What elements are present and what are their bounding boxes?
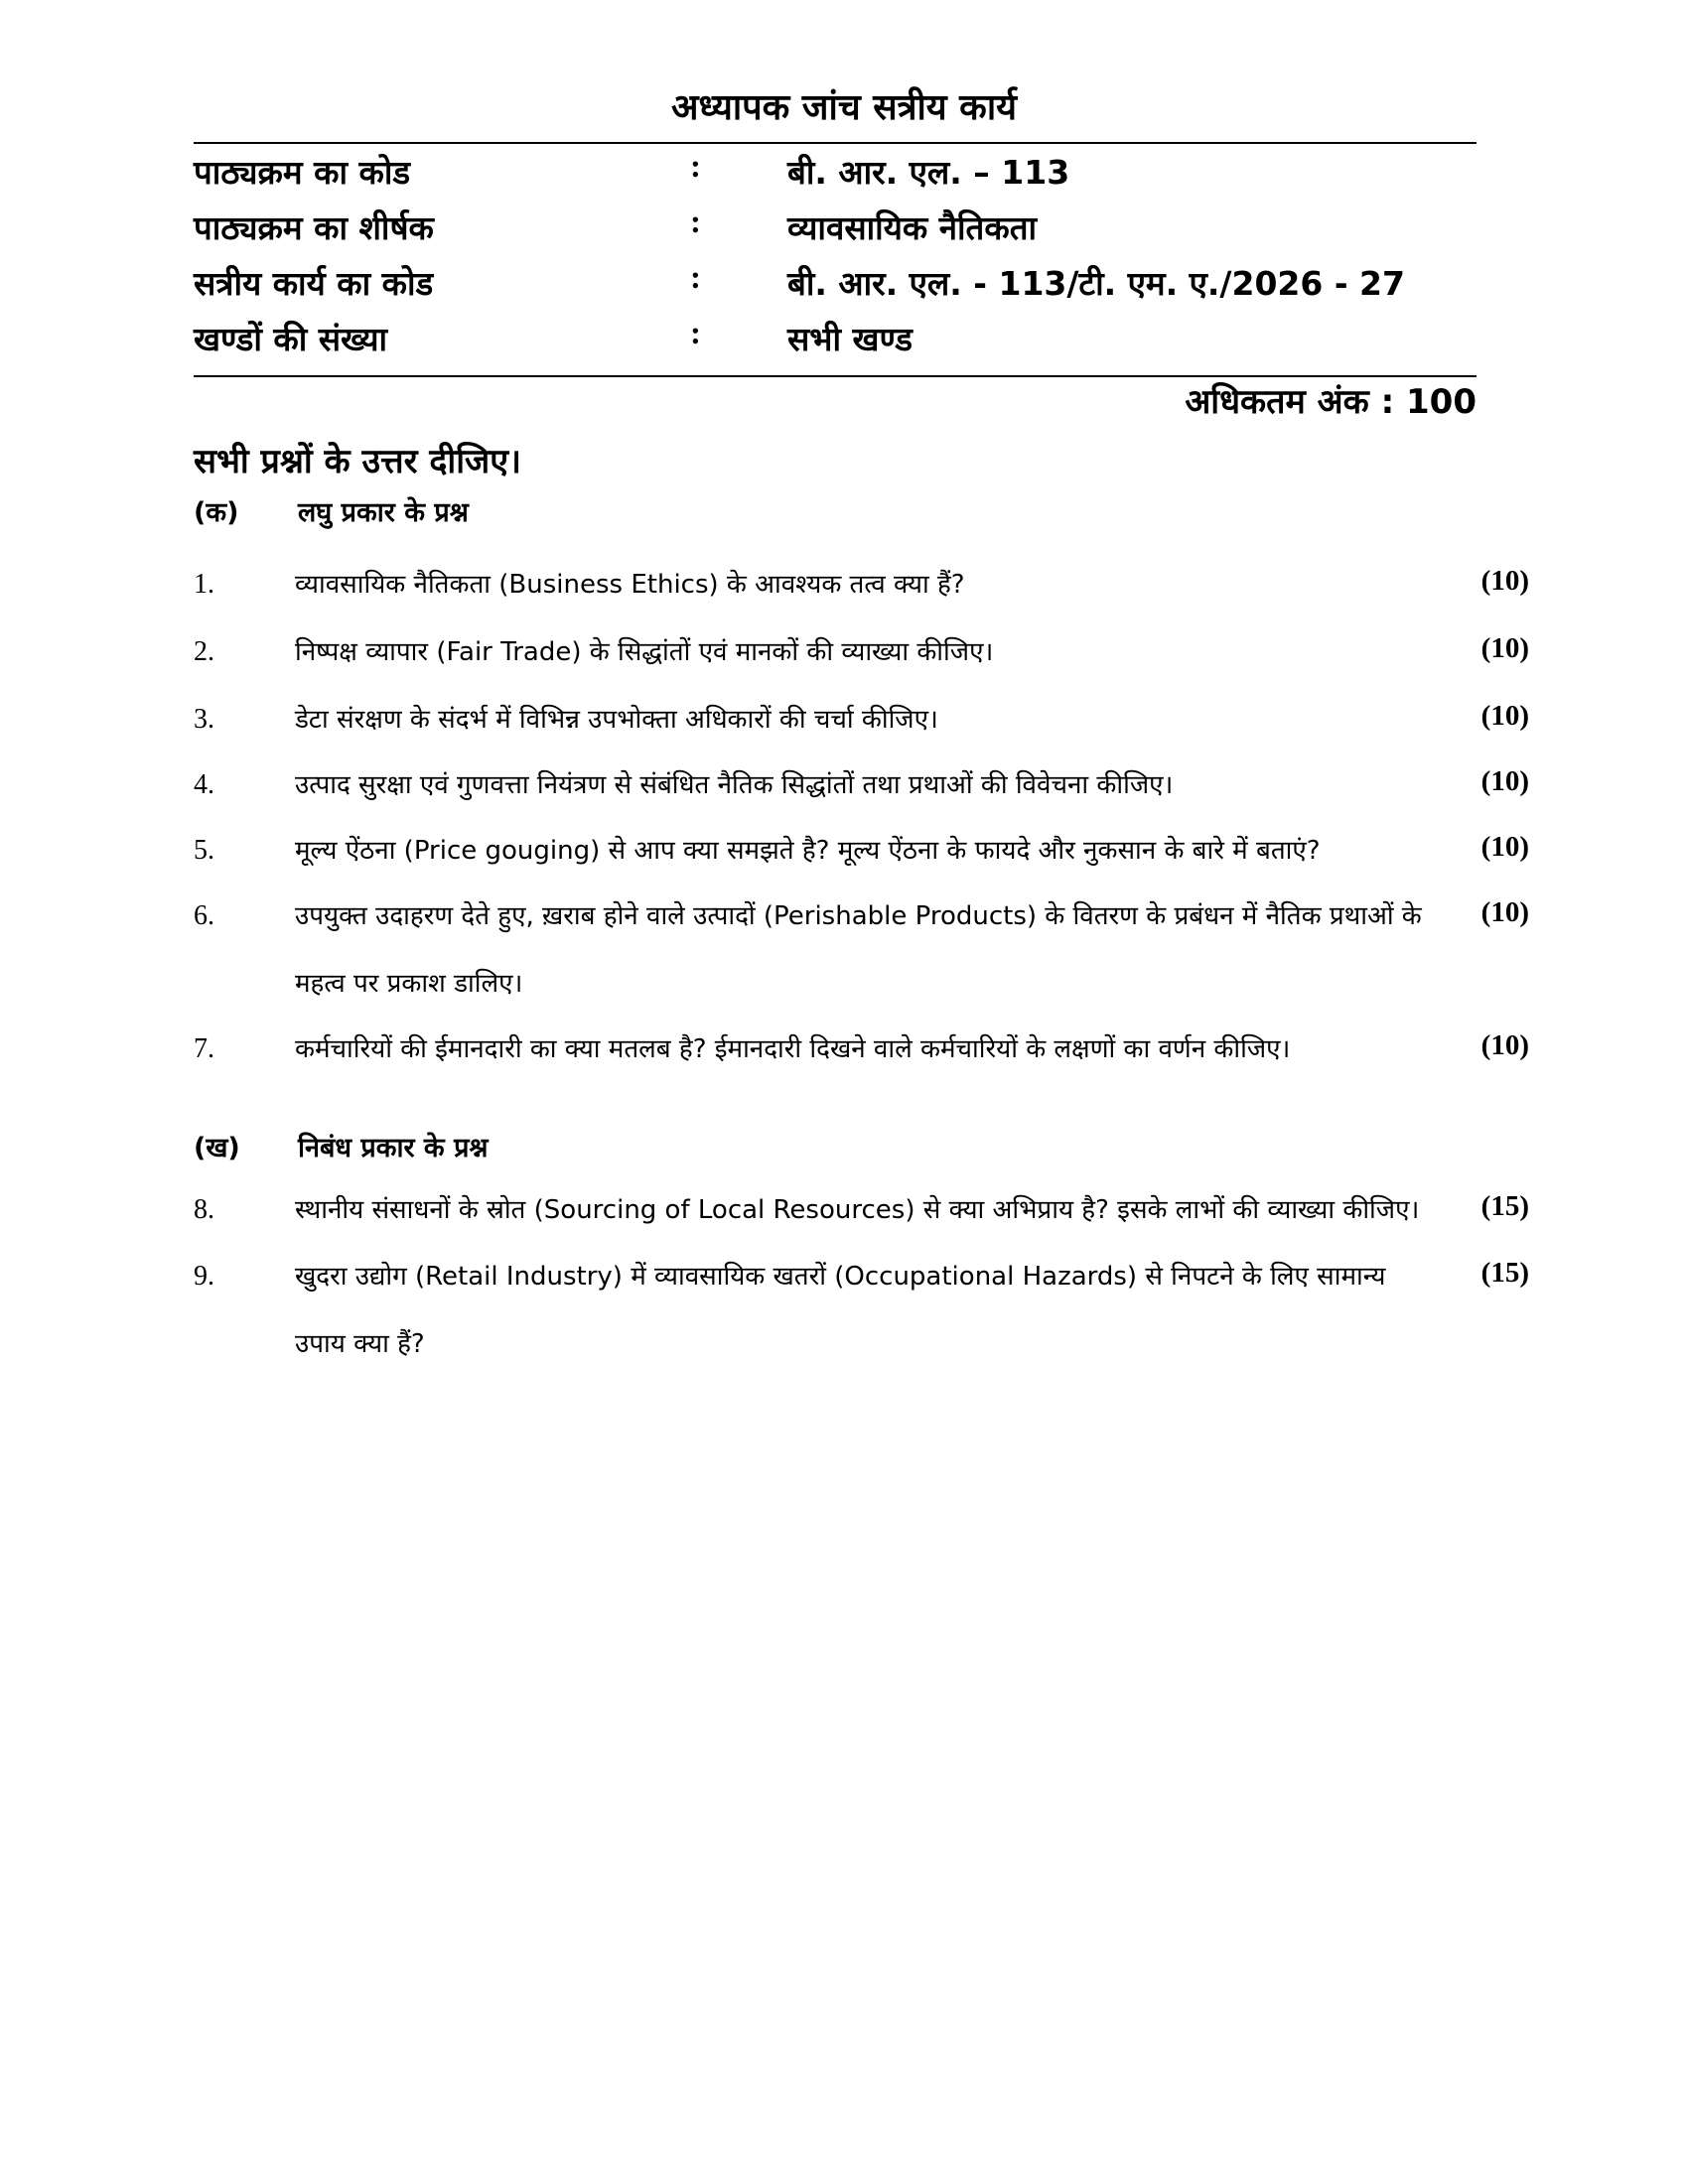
question-text: स्थानीय संसाधनों के स्रोत (Sourcing of Local Resources) से क्या अभिप्राय है? इसके लाभों की व्याख्या कीजिए। — [295, 1195, 1420, 1225]
question-number: 7. — [194, 1033, 214, 1064]
meta-row-blocks — [194, 316, 1484, 371]
question-text: डेटा संरक्षण के संदर्भ में विभिन्न उपभोक्ता अधिकारों की चर्चा कीजिए। — [295, 705, 938, 735]
question-text: कर्मचारियों की ईमानदारी का क्या मतलब है? ईमानदारी दिखने वाले कर्मचारियों के लक्षणों का वर्णन कीजिए। — [295, 1034, 1291, 1064]
question-text: खुदरा उद्योग (Retail Industry) में व्यावसायिक खतरों (Occupational Hazards) से निपटने के लिए सामान्य उपाय क्या हैं? — [295, 1262, 1386, 1359]
question-marks: (15) — [1480, 1257, 1529, 1289]
meta-row-course-code — [194, 149, 1484, 205]
meta-colon: : — [690, 149, 701, 185]
question-text: उत्पाद सुरक्षा एवं गुणवत्ता नियंत्रण से संबंधित नैतिक सिद्धांतों तथा प्रथाओं की विवेचना कीजिए। — [295, 770, 1174, 800]
meta-label: पाठ्यक्रम का शीर्षक — [194, 208, 434, 247]
question-number: 1. — [194, 569, 214, 600]
meta-label: खण्डों की संख्या — [194, 320, 388, 358]
question-marks: (10) — [1480, 831, 1529, 863]
meta-row-course-title — [194, 205, 1484, 260]
question-marks: (10) — [1480, 632, 1529, 664]
question-marks: (10) — [1480, 765, 1529, 797]
question-marks: (15) — [1480, 1190, 1529, 1222]
question-number: 2. — [194, 636, 214, 667]
question-number: 4. — [194, 769, 214, 800]
question-number: 9. — [194, 1261, 214, 1292]
meta-colon: : — [690, 316, 701, 351]
question-number: 3. — [194, 704, 214, 735]
section-letter: (ख) — [194, 1133, 240, 1163]
section-title: निबंध प्रकार के प्रश्न — [298, 1133, 489, 1163]
document-title: अध्यापक जांच सत्रीय कार्य — [670, 87, 1018, 128]
question-number: 5. — [194, 835, 214, 866]
meta-label: पाठ्यक्रम का कोड — [194, 153, 411, 192]
question-text: मूल्य ऐंठना (Price gouging) से आप क्या समझते है? मूल्य ऐंठना के फायदे और नुकसान के बारे में बताएं? — [295, 836, 1321, 866]
meta-colon: : — [690, 260, 701, 296]
meta-value: सभी खण्ड — [787, 320, 913, 358]
question-marks: (10) — [1480, 1029, 1529, 1061]
meta-value: बी. आर. एल. – 113 — [787, 153, 1070, 192]
question-text: निष्पक्ष व्यापार (Fair Trade) के सिद्धांतों एवं मानकों की व्याख्या कीजिए। — [295, 637, 994, 667]
meta-colon: : — [690, 205, 701, 240]
question-text: उपयुक्त उदाहरण देते हुए, ख़राब होने वाले उत्पादों (Perishable Products) के वितरण के प्रबंधन में नैतिक प्रथाओं के महत्व पर प्रकाश डालिए। — [295, 901, 1422, 999]
meta-label: सत्रीय कार्य का कोड — [194, 264, 434, 303]
section-title: लघु प्रकार के प्रश्न — [298, 497, 469, 528]
meta-value: बी. आर. एल. - 113/टी. एम. ए./2026 - 27 — [787, 264, 1405, 303]
question-marks: (10) — [1480, 565, 1529, 597]
question-marks: (10) — [1480, 896, 1529, 928]
question-number: 8. — [194, 1194, 214, 1225]
meta-value: व्यावसायिक नैतिकता — [787, 208, 1038, 247]
max-marks: अधिकतम अंक : 100 — [1185, 382, 1477, 422]
meta-row-assignment-code — [194, 260, 1484, 316]
section-letter: (क) — [194, 497, 239, 528]
question-marks: (10) — [1480, 700, 1529, 732]
top-divider — [194, 142, 1477, 144]
question-number: 6. — [194, 900, 214, 931]
question-text: व्यावसायिक नैतिकता (Business Ethics) के आवश्यक तत्व क्या हैं? — [295, 570, 965, 600]
instruction: सभी प्रश्नों के उत्तर दीजिए। — [194, 442, 521, 481]
